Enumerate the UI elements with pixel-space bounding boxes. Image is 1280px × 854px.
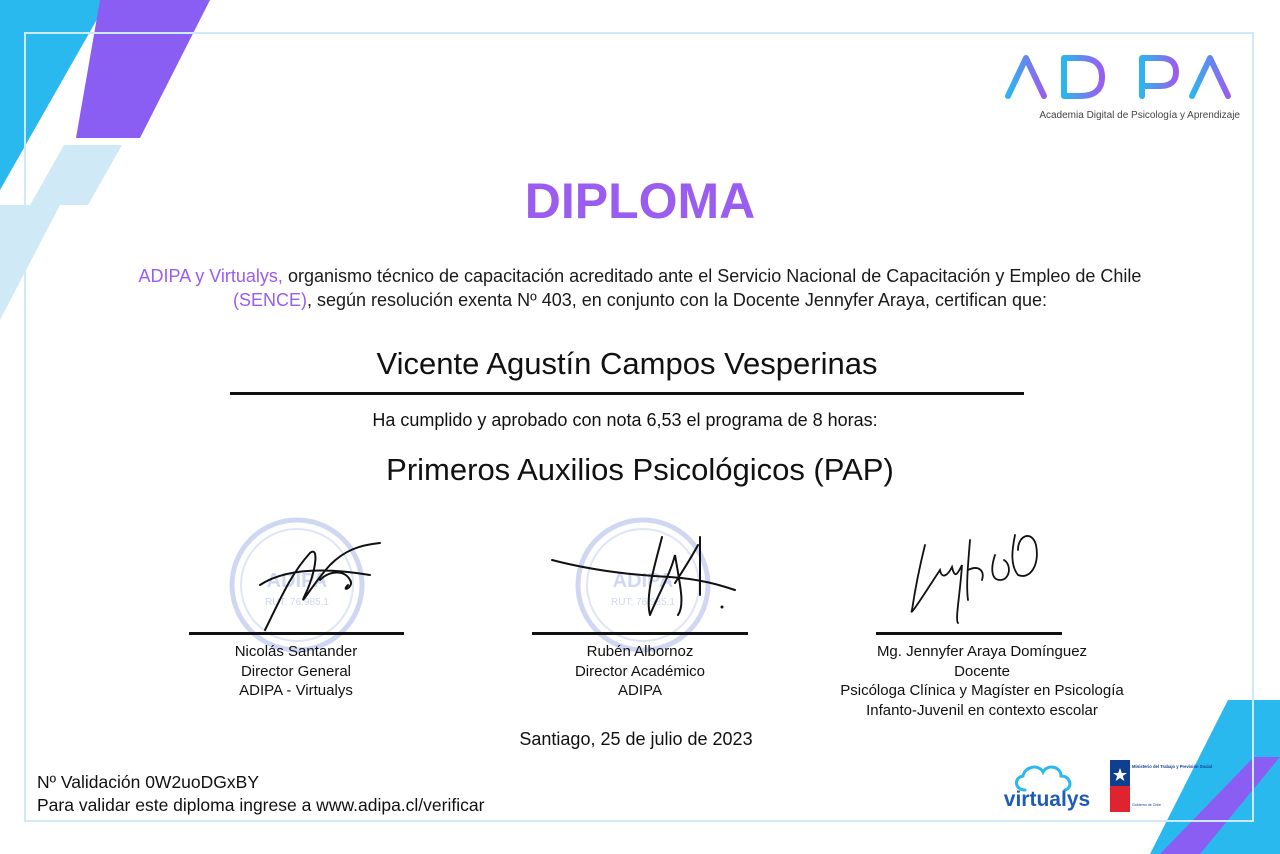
- validation-instructions: Para validar este diploma ingrese a www.adipa.cl/verificar: [37, 795, 485, 815]
- stamp-1-rut: RUT: 76.985.1: [265, 597, 329, 608]
- logo-subtitle: Academia Digital de Psicología y Aprendizaje: [1039, 110, 1240, 121]
- student-name-underline: [230, 392, 1024, 395]
- stamp-2-rut: RUT: 76.985.1: [611, 597, 675, 608]
- intro-highlight-sence: (SENCE): [232, 290, 307, 310]
- signatory-3-role: Docente: [954, 662, 1010, 680]
- signatory-3-org-2: Infanto-Juvenil en contexto escolar: [866, 701, 1098, 719]
- validation-code: Nº Validación 0W2uoDGxBY: [37, 772, 259, 792]
- grade-statement: Ha cumplido y aprobado con nota 6,53 el programa de 8 horas:: [372, 410, 878, 430]
- signatory-1-role: Director General: [240, 662, 352, 680]
- diploma-title: DIPLOMA: [524, 173, 756, 229]
- stamp-1-name: ADIPA: [266, 570, 328, 592]
- stamp-2: [578, 520, 708, 650]
- intro-highlight-orgs: ADIPA y Virtualys,: [138, 266, 283, 286]
- signatory-3: [805, 642, 1159, 720]
- validation-block: [37, 771, 484, 817]
- place-and-date: Santiago, 25 de julio de 2023: [519, 729, 753, 749]
- signatory-3-org: Psicóloga Clínica y Magíster en Psicología: [840, 682, 1124, 699]
- signatory-2-org: ADIPA: [618, 682, 662, 699]
- signatory-1-org: ADIPA - Virtualys: [239, 682, 353, 699]
- intro-text-1: organismo técnico de capacitación acreditado ante el Servicio Nacional de Capacitación y Empleo de Chile: [282, 266, 1142, 286]
- signatory-2-name: Rubén Albornoz: [586, 643, 694, 660]
- signature-2-line: [532, 632, 748, 635]
- signatory-3-name: Mg. Jennyfer Araya Domínguez: [876, 643, 1088, 660]
- stamp-1: [232, 520, 362, 650]
- signatory-1-name: Nicolás Santander: [234, 643, 358, 660]
- adipa-logo: [1000, 48, 1240, 108]
- stamp-2-name: ADIPA: [612, 570, 674, 592]
- signatory-2-role: Director Académico: [574, 662, 706, 680]
- virtualys-logo-text: virtualys: [1003, 788, 1091, 811]
- signature-2-with-stamp: [550, 515, 740, 635]
- signatory-1: [190, 642, 402, 701]
- signature-1-line: [189, 632, 404, 635]
- intro-paragraph: [100, 264, 1180, 312]
- student-name: Vicente Agustín Campos Vesperinas: [376, 346, 878, 381]
- gob-footer-text: Gobierno de Chile: [1132, 803, 1161, 807]
- virtualys-logo: [995, 760, 1100, 810]
- signature-3: [900, 525, 1050, 625]
- signature-3-line: [876, 632, 1062, 635]
- signature-1-with-stamp: [220, 515, 400, 635]
- gob-ministry-text: Ministerio del Trabajo y Previsión Social: [1132, 764, 1213, 769]
- gobierno-de-chile-logo: [1110, 760, 1213, 812]
- signatory-2: [532, 642, 748, 701]
- intro-text-2: , según resolución exenta Nº 403, en conjunto con la Docente Jennyfer Araya, certifican que:: [306, 290, 1048, 310]
- program-name: Primeros Auxilios Psicológicos (PAP): [386, 452, 894, 487]
